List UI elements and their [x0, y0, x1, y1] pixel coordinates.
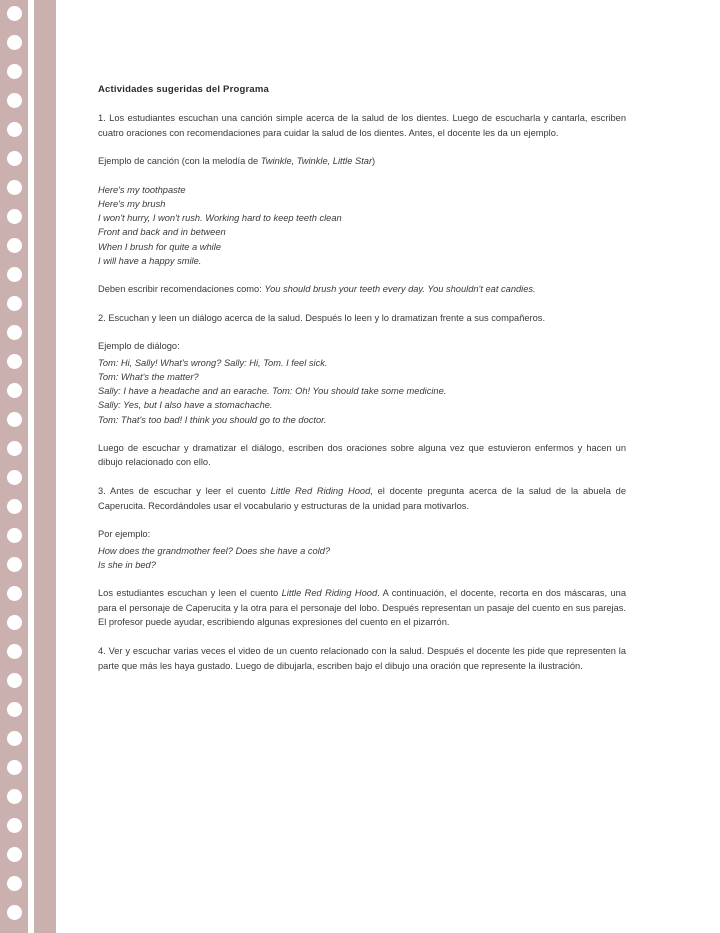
activity-3-paragraph	[98, 484, 626, 513]
lyric-line: I won't hurry, I won't rush. Working hard to keep teeth clean	[98, 213, 342, 224]
recommendations-example: You should brush your teeth every day. You shouldn't eat candies.	[264, 284, 536, 294]
decorative-left-border	[0, 0, 74, 933]
border-dot	[7, 209, 22, 224]
border-dot	[7, 93, 22, 108]
border-tick	[34, 14, 56, 18]
border-dot	[7, 35, 22, 50]
border-dot	[7, 499, 22, 514]
border-dot	[7, 818, 22, 833]
border-tick	[34, 333, 56, 337]
border-tick	[34, 101, 56, 105]
lyric-line: When I brush for quite a while	[98, 241, 221, 252]
activity-3-story-title: Little Red Riding Hood	[270, 485, 371, 496]
border-tick	[34, 565, 56, 569]
dialog-block	[98, 339, 626, 427]
lyric-line: Here's my brush	[98, 198, 166, 209]
song-lyrics	[98, 183, 626, 268]
dialog-line: Sally: Yes, but I also have a stomachache.	[98, 400, 273, 411]
border-tick	[34, 43, 56, 47]
border-tick	[34, 826, 56, 830]
dialog-line: Tom: What's the matter?	[98, 371, 199, 382]
example-question: How does the grandmother feel? Does she have a cold?	[98, 545, 331, 556]
border-tick	[34, 478, 56, 482]
border-right-margin	[56, 0, 74, 933]
activity-3-closing	[98, 586, 626, 630]
border-dot	[7, 586, 22, 601]
dialog-line: Tom: That's too bad! I think you should go to the doctor.	[98, 414, 327, 425]
border-tick	[34, 768, 56, 772]
border-tick	[34, 420, 56, 424]
border-tick	[34, 913, 56, 917]
document-content	[98, 84, 626, 687]
activity-1-paragraph: 1. Los estudiantes escuchan una canción simple acerca de la salud de los dientes. Luego de escucharla y cantarla, escriben cuatro oraciones con recomendaciones para cuidar la salud de los dientes. Antes, el docente les da un ejemplo.	[98, 113, 626, 138]
border-dot	[7, 354, 22, 369]
border-dot	[7, 238, 22, 253]
song-intro-end: )	[372, 156, 376, 167]
border-tick	[34, 594, 56, 598]
activity-3-closing-2: . A continuación, el docente, recorta en dos máscaras, una para el personaje de Caperucita y la otra para el personaje del lobo. Después representan un pasaje del cuento en sus parejas. El profesor puede ayudar, escribiendo algunas expresiones del cuento en el pizarrón.	[98, 588, 626, 628]
page-title: Actividades sugeridas del Programa	[98, 84, 269, 95]
border-tick	[34, 188, 56, 192]
lyric-line: Here's my toothpaste	[98, 184, 186, 195]
border-white-gap	[28, 0, 34, 933]
dialog-label: Ejemplo de diálogo:	[98, 341, 180, 352]
border-dot	[7, 760, 22, 775]
border-dot	[7, 557, 22, 572]
border-dot	[7, 441, 22, 456]
border-dot	[7, 731, 22, 746]
lyric-line: I will have a happy smile.	[98, 255, 202, 266]
border-tick	[34, 855, 56, 859]
border-tick	[34, 130, 56, 134]
activity-2-closing: Luego de escuchar y dramatizar el diálogo, escriben dos oraciones sobre alguna vez que estuvieron enfermos y hacen un dibujo relacionado con ello.	[98, 442, 626, 468]
border-tick	[34, 623, 56, 627]
border-dot	[7, 615, 22, 630]
border-tick	[34, 217, 56, 221]
border-dot	[7, 673, 22, 688]
example-questions-block	[98, 527, 626, 572]
border-dot	[7, 267, 22, 282]
border-tick	[34, 391, 56, 395]
dialog-line: Tom: Hi, Sally! What's wrong? Sally: Hi, Tom. I feel sick.	[98, 357, 328, 368]
border-dot	[7, 789, 22, 804]
example-label: Por ejemplo:	[98, 529, 151, 540]
border-tick	[34, 246, 56, 250]
border-dot	[7, 702, 22, 717]
dot-column	[2, 0, 28, 933]
border-tick	[34, 536, 56, 540]
border-dot	[7, 122, 22, 137]
border-tick	[34, 275, 56, 279]
border-tick	[34, 652, 56, 656]
border-tick	[34, 507, 56, 511]
border-dot	[7, 847, 22, 862]
border-dot	[7, 6, 22, 21]
border-dot	[7, 644, 22, 659]
border-dot	[7, 876, 22, 891]
activity-1-recommendations	[98, 282, 626, 297]
activity-3-text-2: , el docente pregunta acerca de la salud de la abuela de Caperucita. Recordándoles usar el vocabulario y estructuras de la unidad para motivarlos.	[98, 485, 627, 511]
border-dot	[7, 64, 22, 79]
example-question: Is she in bed?	[98, 559, 156, 570]
activity-3-closing-title: Little Red Riding Hood	[281, 588, 378, 599]
border-tick	[34, 739, 56, 743]
border-dot	[7, 383, 22, 398]
border-dot	[7, 412, 22, 427]
border-dot	[7, 325, 22, 340]
border-tick	[34, 449, 56, 453]
border-dot	[7, 905, 22, 920]
border-dot	[7, 296, 22, 311]
border-tick	[34, 710, 56, 714]
border-tick	[34, 159, 56, 163]
border-tick	[34, 72, 56, 76]
border-tick	[34, 884, 56, 888]
border-tick	[34, 304, 56, 308]
border-dot	[7, 180, 22, 195]
lyric-line: Front and back and in between	[98, 227, 226, 238]
activity-3-text-1: 3. Antes de escuchar y leer el cuento	[98, 485, 271, 496]
song-intro-title: Twinkle, Twinkle, Little Star	[260, 156, 373, 167]
activity-1-song-intro	[98, 154, 626, 169]
border-dot	[7, 151, 22, 166]
activity-3-closing-1: Los estudiantes escuchan y leen el cuento	[98, 588, 282, 599]
activity-4-paragraph: 4. Ver y escuchar varias veces el video de un cuento relacionado con la salud. Después el docente les pide que representen la parte que más les haya gustado. Luego de dibujarla, escriben bajo el dibujo una oración que represente la ilustración.	[98, 645, 626, 671]
activity-2-paragraph: 2. Escuchan y leen un diálogo acerca de la salud. Después lo leen y lo dramatizan frente a sus compañeros.	[98, 312, 546, 323]
border-tick	[34, 362, 56, 366]
border-dot	[7, 528, 22, 543]
border-dot	[7, 470, 22, 485]
border-tick	[34, 797, 56, 801]
dialog-line: Sally: I have a headache and an earache. Tom: Oh! You should take some medicine.	[98, 386, 447, 397]
recommendations-lead: Deben escribir recomendaciones como:	[98, 284, 265, 294]
song-intro-plain: Ejemplo de canción (con la melodía de	[98, 156, 261, 167]
border-tick	[34, 681, 56, 685]
